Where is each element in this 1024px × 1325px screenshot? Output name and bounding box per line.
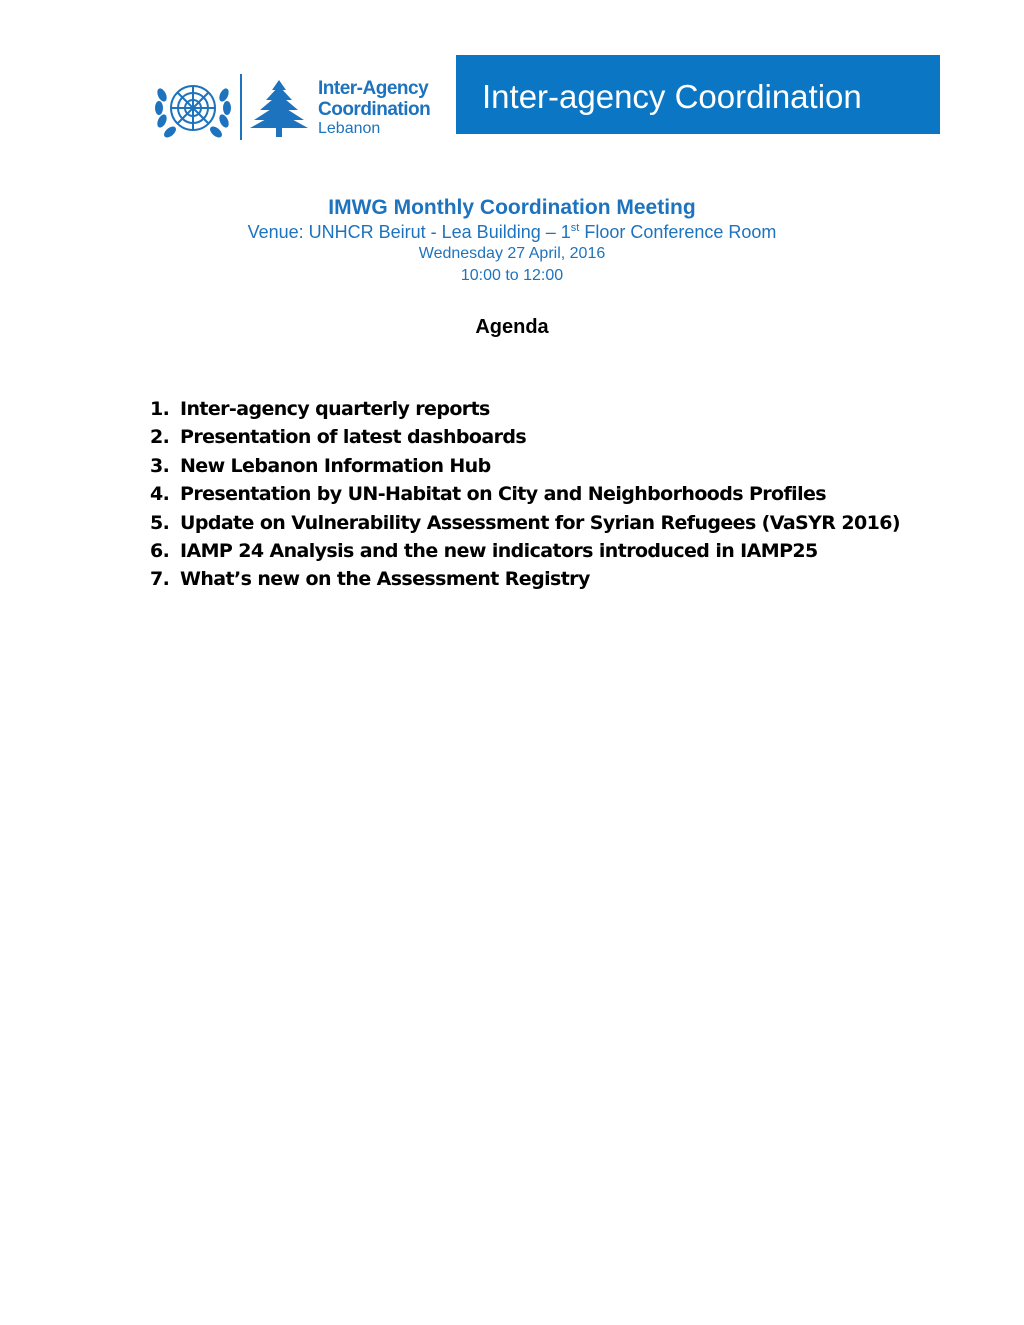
agenda-item [150, 395, 900, 423]
agenda-item-text: New Lebanon Information Hub [180, 454, 491, 477]
logo-text [318, 78, 430, 137]
agenda-item-text: What’s new on the Assessment Registry [180, 568, 590, 591]
agenda-list [150, 395, 900, 594]
agenda-item-number: 3. [150, 454, 170, 477]
agenda-item [150, 509, 900, 537]
agenda-item-text: Presentation of latest dashboards [180, 426, 527, 449]
agenda-item-number: 4. [150, 483, 170, 506]
agenda-item [150, 423, 900, 451]
venue-prefix: Venue: UNHCR Beirut - Lea Building – 1 [247, 222, 571, 242]
venue-suffix: Floor Conference Room [579, 222, 777, 242]
agenda-item-number: 2. [150, 426, 170, 449]
agenda-item-number: 5. [150, 511, 170, 534]
agenda-heading: Agenda [475, 316, 549, 338]
agenda-item [150, 452, 900, 480]
agenda-item [150, 537, 900, 565]
agenda-item-number: 6. [150, 540, 170, 563]
agenda-item-text: IAMP 24 Analysis and the new indicators introduced in IAMP25 [180, 540, 818, 563]
agenda-item-text: Inter-agency quarterly reports [180, 398, 490, 420]
logo-line-coordination: Coordination [318, 99, 431, 120]
un-emblem-icon [154, 75, 232, 141]
agenda-item-text: Presentation by UN-Habitat on City and Neighborhoods Profiles [180, 483, 826, 506]
header-banner [456, 55, 940, 134]
meeting-time: 10:00 to 12:00 [460, 267, 564, 284]
cedar-tree-icon [248, 78, 310, 138]
agenda-item [150, 480, 900, 508]
logo-line-inter-agency: Inter-Agency [318, 78, 429, 99]
agenda-item-text: Update on Vulnerability Assessment for Syrian Refugees (VaSYR 2016) [180, 511, 900, 534]
meeting-info [0, 195, 1024, 287]
meeting-title: IMWG Monthly Coordination Meeting [328, 196, 696, 219]
banner-title: Inter-agency Coordination [482, 78, 862, 115]
meeting-venue [0, 221, 1024, 243]
meeting-date: Wednesday 27 April, 2016 [418, 245, 606, 262]
agenda-item-number: 7. [150, 568, 170, 591]
agenda-item [150, 565, 900, 593]
logo-line-lebanon: Lebanon [318, 120, 381, 137]
venue-ordinal-suffix: st [570, 222, 580, 234]
logo-divider [240, 74, 242, 140]
agenda-item-number: 1. [150, 398, 170, 420]
document-header [0, 0, 1024, 150]
